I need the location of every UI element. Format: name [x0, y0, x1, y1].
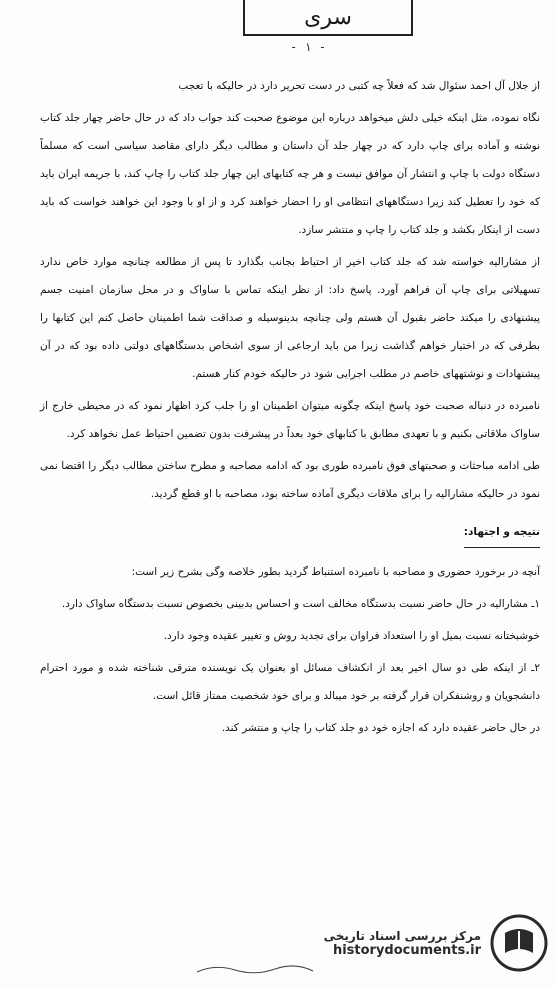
conclusion-item-1: ۱ـ مشارالیه در حال حاضر نسبت بدستگاه مخالف است و احساس بدبینی بخصوص نسبت بدستگاه ساواک دارد.: [61, 598, 540, 610]
conclusion-item-1-note: خوشبختانه نسبت بمیل او را استعداد فراوان برای تجدید روش و تغییر عقیده وجود دارد.: [163, 630, 540, 642]
watermark-url: historydocuments.ir: [332, 942, 481, 958]
section-heading: نتیجه و اجتهاد:: [464, 518, 540, 548]
paragraph-2: نگاه نموده، مثل اینکه خیلی دلش میخواهد درباره این موضوع صحبت کند جواب داد که در حال حاضر چهار جلد کتاب نوشته و آماده برای چاپ دارد که در چهار جلد آن داستان و مطالب دیگر دارای مقاصد سیاسی است که مسلماً دستگاه دولت با چاپ و انتشار آن موافق نیست و هر چه کتابهای این چهار جلد کتاب را چاپ کند، با جریمه ایران باید که خود را تعطیل کند زیرا دستگاههای انتظامی او را احضار خواهند کرد و از او با وجود این خواهند خواست که باید دست از اینکار بکشد و جلد کتاب را چاپ و منتشر سازد.: [40, 112, 540, 236]
watermark-text: [324, 929, 481, 958]
conclusion-item-3: در حال حاضر عقیده دارد که اجازه خود دو جلد کتاب را چاپ و منتشر کند.: [221, 722, 540, 734]
page-number: - ۱ -: [289, 40, 327, 54]
paragraph-5: طی ادامه مباحثات و صحبتهای فوق نامبرده طوری بود که ادامه مصاحبه و مطرح ساختن مطالب دیگر را اقتضا نمی نمود در حالیکه مشارالیه را برای ملاقات دیگری آماده ساخته بود، مصاحبه با او قطع گردید.: [40, 460, 540, 500]
classification-label: سری: [304, 4, 352, 30]
archive-watermark: [289, 907, 549, 979]
watermark-title: مرکز بررسی اسناد تاریخی: [323, 928, 481, 943]
paragraph-3: از مشارالیه خواسته شد که جلد کتاب اخیر از احتیاط بجانب بگذارد تا پس از مطالعه چنانچه موارد خاص ندارد تسهیلاتی برای چاپ آن فراهم آورد. پاسخ داد: از نظر اینکه تماس با ساواک و در محل سازمان امنیت جسم پیشنهادی را میکند حاضر بقبول آن هستم ولی چنانچه بدینوسیله و صداقت شما اطمینان حاصل کنم این کتابها را بطرفی که در اختیار خواهم گذاشت زیرا من باید ارجاعی از سوی اشخاص بدستگاههای دولتی داده بود که در آن پیشنهادات و نوشتههای خاصم در مطلب اجرایی شود در حالیکه خودم کنار هستم.: [40, 256, 540, 380]
conclusion-item-2: ۲ـ از اینکه طی دو سال اخیر بعد از انکشاف مسائل او بعنوان یک نویسنده مترقی شناخته شده و مورد احترام دانشجویان و روشنفکران قرار گرفته بر خود میبالد و برای خود شخصیت ممتاز قائل است.: [40, 662, 540, 702]
conclusion-intro: آنچه در برخورد حضوری و مصاحبه با نامبرده استنباط گردید بطور خلاصه وگی بشرح زیر است:: [131, 566, 540, 578]
classification-header: [243, 0, 413, 36]
archive-logo-icon: [489, 913, 549, 973]
paragraph-4: نامبرده در دنباله صحبت خود پاسخ اینکه چگونه میتوان اطمینان او را جلب کرد اظهار نمود که در محیطی خارج از ساواک ملاقاتی بکنیم و با تعهدی مطابق با کتابهای خود بعداً در پیشرفت بدون تضمین احتیاط عمل نخواهد کرد.: [40, 400, 540, 440]
document-body: [40, 72, 540, 746]
paragraph-1: از جلال آل احمد سئوال شد که فعلاً چه کتبی در دست تحریر دارد در حالیکه با تعجب: [178, 80, 540, 92]
